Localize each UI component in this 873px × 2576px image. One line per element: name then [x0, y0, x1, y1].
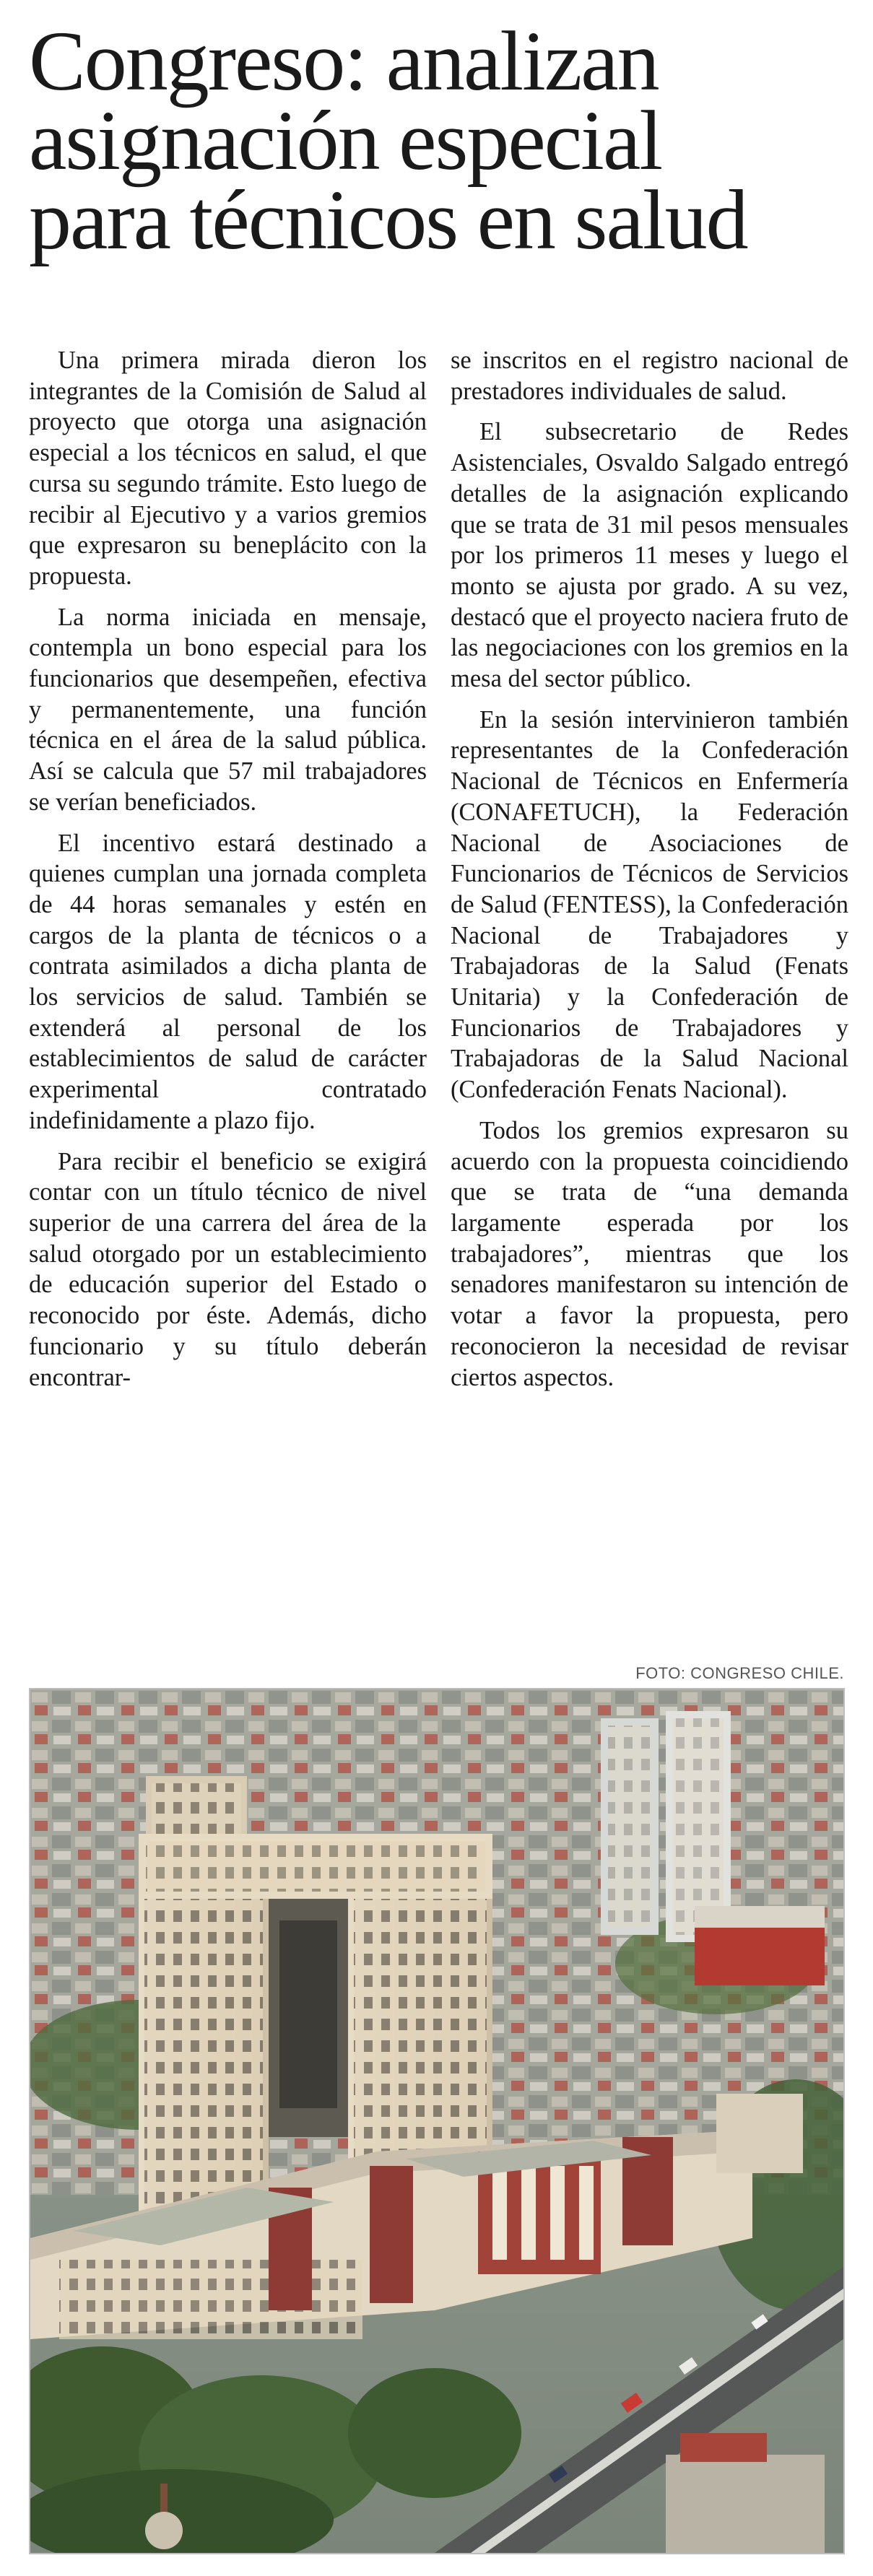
paragraph-continuation: se inscritos en el registro nacional de prestadores individuales de salud.	[451, 347, 848, 405]
paragraph: Una primera mirada dieron los integrantes de la Comisión de Salud al proyecto que otorga una asignación especial a los técnicos en salud, el que cursa su segundo trámite. Esto luego de recibir al Ejecutivo y a varios gremios que expresaron su beneplácito con la propuesta.	[29, 347, 427, 590]
congress-building-photo	[29, 1688, 845, 2554]
paragraph: Para recibir el beneficio se exigirá contar con un título técnico de nivel superior de una carrera del área de la salud otorgado por un establecimiento de educación superior del Estado o reconocido por éste. Además, dicho funcionario y su título deberán encontrar-	[29, 1147, 427, 1391]
article-body	[29, 345, 848, 1645]
photo-credit: FOTO: CONGRESO CHILE.	[635, 1664, 844, 1682]
article-column-left	[29, 345, 427, 1645]
headline-line: para técnicos en salud	[29, 173, 747, 267]
headline-line: Congreso: analizan	[29, 14, 659, 108]
headline	[29, 14, 852, 267]
paragraph: El incentivo estará destinado a quienes cumplan una jornada completa de 44 horas semanales y estén en cargos de la planta de técnicos o a contrata asimilados a dicha planta de los servicios de salud. También se extenderá al personal de los establecimientos de salud de carácter experimental contratado indefinidamente a plazo fijo.	[29, 829, 427, 1134]
paragraph: El subsecretario de Redes Asistenciales, Osvaldo Salgado entregó detalles de la asignación explicando que se trata de 31 mil pesos mensuales por los primeros 11 meses y luego el monto se ajusta por grado. A su vez, destacó que el proyecto naciera fruto de las negociaciones con los gremios en la mesa del sector público.	[451, 418, 848, 693]
headline-line: asignación especial	[29, 93, 662, 188]
paragraph: En la sesión intervinieron también representantes de la Confederación Nacional de Técnicos en Enfermería (CONAFETUCH), la Federación Nacional de Asociaciones de Funcionarios de Técnicos de Servicios de Salud (FENTESS), la Confederación Nacional de Trabajadores y Trabajadoras de la Salud (Fenats Unitaria) y la Confederación de Funcionarios de Trabajadores y Trabajadoras de la Salud Nacional (Confederación Fenats Nacional).	[451, 705, 848, 1104]
paragraph: Todos los gremios expresaron su acuerdo con la propuesta coincidiendo que se trata de “una demanda largamente esperada por los trabajadores”, mientras que los senadores manifestaron su intención de votar a favor la propuesta, pero reconocieron la necesidad de revisar ciertos aspectos.	[451, 1116, 848, 1391]
article-column-right	[451, 345, 848, 1645]
paragraph: La norma iniciada en mensaje, contempla un bono especial para los funcionarios que desempeñen, efectiva y permanentemente, una función técnica en el área de la salud pública. Así se calcula que 57 mil trabajadores se verían beneficiados.	[29, 603, 427, 816]
